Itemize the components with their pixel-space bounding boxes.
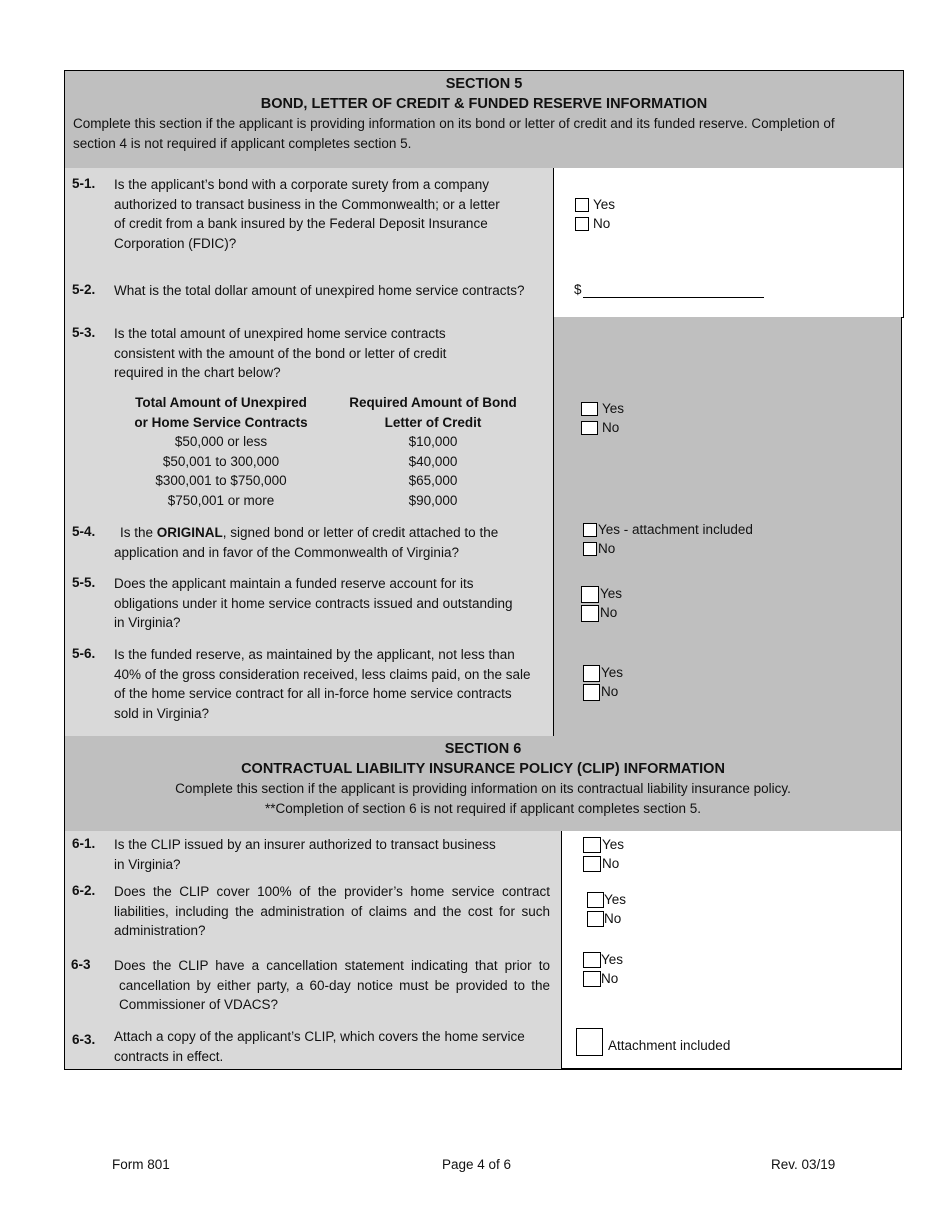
question-5-1 [64, 168, 554, 274]
chart-col1-header: Total Amount of Unexpired [135, 395, 307, 410]
no-checkbox[interactable] [583, 971, 601, 987]
no-checkbox[interactable] [587, 911, 604, 927]
answer-6-1 [561, 831, 902, 877]
yes-label: Yes [602, 837, 625, 852]
question-5-4-original-emphasis: ORIGINAL [156, 525, 223, 540]
yes-attachment-checkbox[interactable] [583, 523, 597, 537]
section-5-subtitle: BOND, LETTER OF CREDIT & FUNDED RESERVE INFORMATION [260, 96, 708, 112]
yes-checkbox[interactable] [583, 837, 601, 853]
answer-5-1 [553, 168, 904, 274]
question-6-2-line: Does the CLIP cover 100% of the provider’s home service contract [114, 884, 550, 899]
yes-checkbox[interactable] [581, 586, 599, 603]
chart-range-cell: $50,000 or less [174, 434, 268, 449]
question-5-3 [64, 317, 554, 520]
no-checkbox[interactable] [583, 542, 597, 556]
section-5-header [64, 70, 904, 169]
yes-attachment-label: Yes - attachment included [598, 522, 753, 537]
yes-label: Yes [601, 665, 624, 680]
no-checkbox[interactable] [581, 421, 598, 435]
question-5-4 [64, 519, 554, 570]
yes-label: Yes [593, 197, 616, 212]
footer-page-number: Page 4 of 6 [442, 1157, 512, 1172]
currency-symbol: $ [574, 282, 582, 297]
question-5-1-line: authorized to transact business in the Commonwealth; or a letter [114, 196, 500, 212]
chart-col2-header: Required Amount of Bond [349, 395, 517, 410]
chart-amount-cell: $90,000 [408, 492, 458, 508]
section-6-header [64, 736, 902, 832]
question-5-1-number: 5-1. [72, 176, 96, 191]
question-6-3-number: 6-3 [71, 957, 91, 972]
no-label: No [601, 684, 619, 699]
yes-label: Yes [600, 586, 623, 601]
attachment-checkbox[interactable] [576, 1028, 603, 1056]
question-6-3-line: Commissioner of VDACS? [119, 997, 279, 1012]
no-label: No [601, 971, 619, 986]
question-5-2-text: What is the total dollar amount of unexpired home service contracts? [114, 283, 525, 298]
no-checkbox[interactable] [583, 856, 601, 872]
no-label: No [604, 911, 622, 926]
yes-checkbox[interactable] [587, 892, 604, 908]
answer-5-3 [553, 317, 902, 520]
no-checkbox[interactable] [583, 684, 600, 701]
chart-range-cell: $50,001 to 300,000 [162, 453, 280, 469]
no-label: No [598, 541, 616, 556]
question-6-3-cancellation [64, 949, 562, 1025]
question-6-1 [64, 831, 562, 877]
question-6-3-attachment [64, 1024, 562, 1070]
answer-6-2 [561, 876, 902, 950]
answer-5-2 [553, 273, 904, 318]
answer-5-6 [553, 638, 902, 737]
question-5-5-number: 5-5. [72, 575, 96, 590]
answer-6-3-cancellation [561, 949, 902, 1025]
chart-amount-cell: $65,000 [408, 473, 458, 488]
chart-amount-cell: $40,000 [408, 453, 458, 469]
question-6-1-number: 6-1. [72, 836, 96, 851]
footer-revision: Rev. 03/19 [771, 1157, 836, 1172]
question-6-3-line: Does the CLIP have a cancellation statement indicating that prior to [114, 958, 550, 973]
question-5-5-line: Does the applicant maintain a funded reserve account for its [114, 576, 474, 591]
footer-form-number: Form 801 [112, 1157, 170, 1172]
no-label: No [593, 216, 611, 231]
section-5-description-line1: Complete this section if the applicant is providing information on its bond or letter of credit and its funded reserve. Completion of [73, 116, 835, 131]
question-5-5-line: in Virginia? [114, 615, 181, 630]
question-5-6 [64, 638, 554, 737]
question-5-4-text-post: , signed bond or letter of credit attached to the [222, 525, 499, 540]
question-5-6-line: sold in Virginia? [114, 705, 210, 721]
chart-range-cell: $300,001 to $750,000 [155, 473, 287, 488]
yes-checkbox[interactable] [581, 402, 598, 416]
attachment-label: Attachment included [608, 1038, 731, 1053]
question-5-4-number: 5-4. [72, 524, 96, 539]
answer-5-5 [553, 569, 902, 639]
answer-6-3-attachment [561, 1024, 902, 1070]
question-5-4-text-pre: Is the [120, 525, 157, 540]
no-checkbox[interactable] [575, 217, 589, 231]
yes-checkbox[interactable] [583, 665, 600, 682]
question-5-3-line: Is the total amount of unexpired home service contracts [114, 326, 446, 341]
question-5-6-line: 40% of the gross consideration received, less claims paid, on the sale [114, 666, 531, 682]
no-label: No [602, 856, 620, 871]
question-5-1-line: of credit from a bank insured by the Federal Deposit Insurance [114, 216, 488, 231]
section-6-description-line2: **Completion of section 6 is not required if applicant completes section 5. [265, 800, 701, 816]
amount-input-line[interactable] [583, 297, 764, 298]
question-6-2-number: 6-2. [72, 883, 96, 898]
chart-amount-cell: $10,000 [408, 434, 458, 449]
section-6-title: SECTION 6 [444, 741, 522, 757]
chart-col2-header: Letter of Credit [384, 414, 482, 430]
chart-range-cell: $750,001 or more [167, 492, 275, 508]
yes-label: Yes [604, 892, 627, 907]
question-5-3-line: consistent with the amount of the bond or letter of credit [114, 345, 447, 361]
no-label: No [602, 420, 620, 435]
yes-label: Yes [601, 952, 624, 967]
question-5-2 [64, 273, 554, 318]
question-6-2 [64, 876, 562, 950]
question-6-3-attachment-line: contracts in effect. [114, 1048, 224, 1064]
question-6-3-attachment-line: Attach a copy of the applicant’s CLIP, which covers the home service [114, 1029, 525, 1044]
answer-5-4 [553, 519, 902, 570]
yes-checkbox[interactable] [575, 198, 589, 212]
question-5-5 [64, 569, 554, 639]
question-5-5-line: obligations under it home service contracts issued and outstanding [114, 595, 513, 611]
question-6-3-attachment-number: 6-3. [72, 1032, 96, 1047]
no-label: No [600, 605, 618, 620]
section-5-description-line2: section 4 is not required if applicant completes section 5. [73, 135, 412, 151]
question-5-1-line: Corporation (FDIC)? [114, 235, 237, 251]
question-5-3-number: 5-3. [72, 325, 96, 340]
question-6-1-line: Is the CLIP issued by an insurer authorized to transact business [114, 837, 496, 852]
question-6-2-line: liabilities, including the administration of claims and the cost for such [114, 903, 550, 919]
question-5-4-line: application and in favor of the Commonwealth of Virginia? [114, 544, 459, 560]
chart-col1-header: or Home Service Contracts [134, 414, 308, 430]
section-6-description-line1: Complete this section if the applicant is providing information on its contractual liability insurance policy. [175, 781, 791, 796]
yes-label: Yes [602, 401, 625, 416]
question-5-6-line: of the home service contract for all in-force home service contracts [114, 686, 512, 701]
question-6-2-line: administration? [114, 923, 206, 938]
section-6-subtitle: CONTRACTUAL LIABILITY INSURANCE POLICY (CLIP) INFORMATION [241, 761, 725, 777]
question-5-2-number: 5-2. [72, 282, 96, 297]
question-5-3-line: required in the chart below? [114, 365, 281, 380]
question-5-1-line: Is the applicant’s bond with a corporate surety from a company [114, 177, 489, 192]
question-5-6-number: 5-6. [72, 646, 96, 661]
question-6-3-line: cancellation by either party, a 60-day notice must be provided to the [119, 977, 550, 993]
question-6-1-line: in Virginia? [114, 856, 181, 872]
yes-checkbox[interactable] [583, 952, 601, 968]
question-5-6-line: Is the funded reserve, as maintained by the applicant, not less than [114, 647, 515, 662]
section-5-title: SECTION 5 [445, 76, 523, 92]
no-checkbox[interactable] [581, 605, 599, 622]
